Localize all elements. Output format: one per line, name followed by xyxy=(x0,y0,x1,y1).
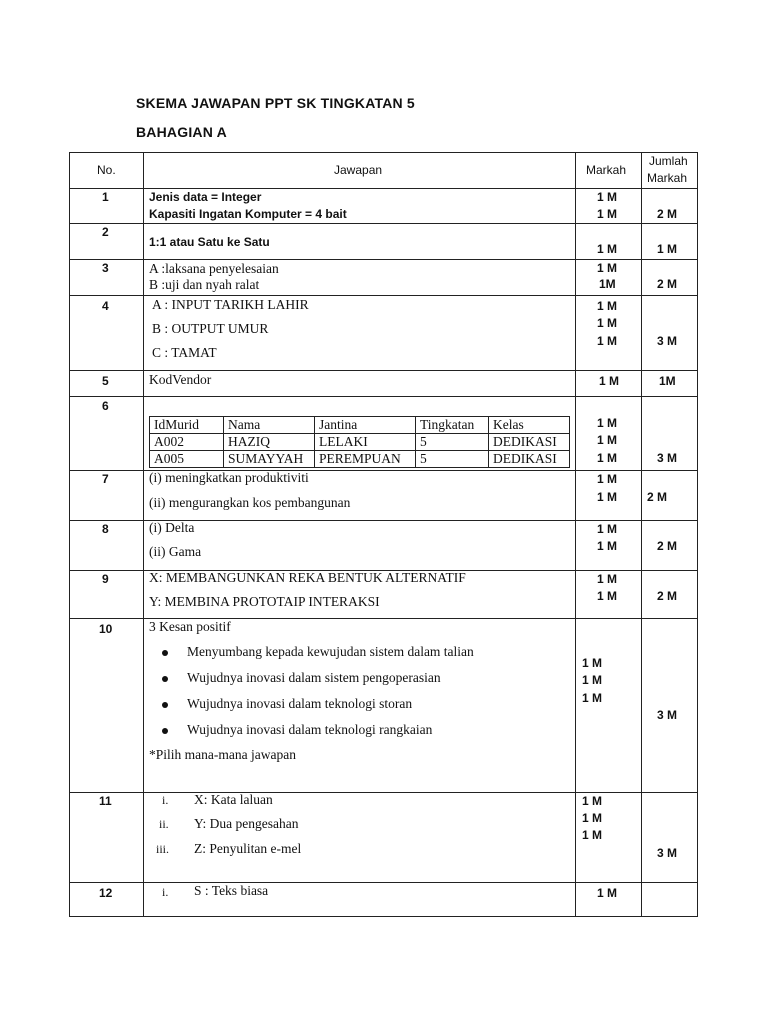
row-divider xyxy=(69,370,698,371)
table-border-bottom xyxy=(69,916,698,917)
bullet-icon xyxy=(162,728,168,734)
mark-value: 1 M xyxy=(597,433,618,447)
answer-scheme-table xyxy=(69,152,698,916)
mark-value: 1 M xyxy=(582,691,603,705)
column-divider-answer xyxy=(575,152,576,916)
mark-value: 1 M xyxy=(597,316,618,330)
header-total-line1: Jumlah xyxy=(649,154,688,168)
roman-numeral: i. xyxy=(162,793,169,807)
answer-text: B :uji dan nyah ralat xyxy=(149,277,260,292)
row-number: 11 xyxy=(99,794,112,808)
roman-numeral: iii. xyxy=(156,842,170,856)
row-divider xyxy=(69,259,698,260)
mark-value: 1 M xyxy=(597,490,618,504)
answer-text: Jenis data = Integer xyxy=(149,190,262,204)
mark-value: 1 M xyxy=(597,334,618,348)
inner-cell: 5 xyxy=(416,451,489,468)
mark-value: 1 M xyxy=(582,794,603,808)
total-mark: 1M xyxy=(659,374,676,388)
answer-text: (i) meningkatkan produktiviti xyxy=(149,470,309,485)
mark-value: 1 M xyxy=(597,451,618,465)
mark-value: 1 M xyxy=(582,811,603,825)
total-mark: 3 M xyxy=(657,846,678,860)
inner-cell: Jantina xyxy=(315,417,416,434)
bullet-icon xyxy=(162,650,168,656)
answer-text: X: MEMBANGUNKAN REKA BENTUK ALTERNATIF xyxy=(149,570,466,585)
table-border-right xyxy=(697,152,698,916)
mark-value: 1 M xyxy=(597,242,618,256)
total-mark: 2 M xyxy=(647,490,668,504)
mark-value: 1 M xyxy=(597,261,618,275)
inner-cell: LELAKI xyxy=(315,434,416,451)
row-number: 12 xyxy=(99,886,113,900)
row-divider xyxy=(69,295,698,296)
answer-text: S : Teks biasa xyxy=(194,883,269,898)
total-mark: 2 M xyxy=(657,589,678,603)
row-divider xyxy=(69,882,698,883)
column-divider-mark xyxy=(641,152,642,916)
inner-cell: DEDIKASI xyxy=(489,451,570,468)
header-mark: Markah xyxy=(586,163,627,177)
row-number: 4 xyxy=(102,299,109,313)
document-title: SKEMA JAWAPAN PPT SK TINGKATAN 5 xyxy=(136,95,415,111)
answer-text: A :laksana penyelesaian xyxy=(149,261,279,276)
inner-cell: Tingkatan xyxy=(416,417,489,434)
inner-cell: Nama xyxy=(224,417,315,434)
mark-value: 1 M xyxy=(582,673,603,687)
answer-intro: 3 Kesan positif xyxy=(149,619,231,634)
answer-text: C : TAMAT xyxy=(152,345,217,360)
total-mark: 3 M xyxy=(657,708,678,722)
mark-value: 1 M xyxy=(599,374,620,388)
student-record-table xyxy=(149,416,570,468)
total-mark: 2 M xyxy=(657,207,678,221)
header-total-line2: Markah xyxy=(647,171,688,185)
row-divider xyxy=(69,188,698,189)
inner-table-row xyxy=(150,451,570,468)
row-number: 1 xyxy=(102,190,109,204)
total-mark: 1 M xyxy=(657,242,678,256)
inner-cell: PEREMPUAN xyxy=(315,451,416,468)
answer-text: 1:1 atau Satu ke Satu xyxy=(149,235,270,249)
mark-value: 1 M xyxy=(597,472,618,486)
section-title: BAHAGIAN A xyxy=(136,124,227,140)
row-number: 9 xyxy=(102,572,109,586)
answer-text: Z: Penyulitan e-mel xyxy=(194,841,302,856)
inner-table-row xyxy=(150,434,570,451)
header-no: No. xyxy=(97,163,116,177)
answer-text: A : INPUT TARIKH LAHIR xyxy=(152,297,309,312)
inner-cell: HAZIQ xyxy=(224,434,315,451)
inner-cell: SUMAYYAH xyxy=(224,451,315,468)
mark-value: 1 M xyxy=(597,572,618,586)
roman-numeral: ii. xyxy=(159,817,169,831)
inner-cell: DEDIKASI xyxy=(489,434,570,451)
mark-value: 1 M xyxy=(597,886,618,900)
row-divider xyxy=(69,396,698,397)
inner-cell: A005 xyxy=(150,451,224,468)
total-mark: 3 M xyxy=(657,451,678,465)
answer-bullet: Wujudnya inovasi dalam teknologi rangkaian xyxy=(187,722,433,737)
row-number: 2 xyxy=(102,225,109,239)
answer-text: Y: MEMBINA PROTOTAIP INTERAKSI xyxy=(149,594,380,609)
answer-text: KodVendor xyxy=(149,372,212,387)
table-border-top xyxy=(69,152,698,153)
column-divider-no xyxy=(143,152,144,916)
answer-text: B : OUTPUT UMUR xyxy=(152,321,269,336)
answer-text: (ii) Gama xyxy=(149,544,202,559)
row-number: 3 xyxy=(102,261,109,275)
mark-value: 1 M xyxy=(597,190,618,204)
total-mark: 2 M xyxy=(657,277,678,291)
mark-value: 1 M xyxy=(582,656,603,670)
mark-value: 1 M xyxy=(597,416,618,430)
answer-text: X: Kata laluan xyxy=(194,792,273,807)
row-number: 6 xyxy=(102,399,109,413)
answer-note: *Pilih mana-mana jawapan xyxy=(149,747,296,762)
header-answer: Jawapan xyxy=(334,163,383,177)
inner-cell: IdMurid xyxy=(150,417,224,434)
row-divider xyxy=(69,223,698,224)
row-number: 8 xyxy=(102,522,109,536)
answer-bullet: Menyumbang kepada kewujudan sistem dalam talian xyxy=(187,644,474,659)
bullet-icon xyxy=(162,676,168,682)
answer-text: (i) Delta xyxy=(149,520,195,535)
answer-bullet: Wujudnya inovasi dalam teknologi storan xyxy=(187,696,413,711)
inner-cell: A002 xyxy=(150,434,224,451)
total-mark: 3 M xyxy=(657,334,678,348)
total-mark: 2 M xyxy=(657,539,678,553)
inner-cell: 5 xyxy=(416,434,489,451)
mark-value: 1 M xyxy=(597,522,618,536)
answer-text: Kapasiti Ingatan Komputer = 4 bait xyxy=(149,207,347,221)
answer-text: Y: Dua pengesahan xyxy=(194,816,299,831)
mark-value: 1 M xyxy=(597,539,618,553)
roman-numeral: i. xyxy=(162,885,169,899)
answer-bullet: Wujudnya inovasi dalam sistem pengoperasian xyxy=(187,670,441,685)
answer-text: (ii) mengurangkan kos pembangunan xyxy=(149,495,351,510)
mark-value: 1 M xyxy=(582,828,603,842)
row-number: 7 xyxy=(102,472,109,486)
bullet-icon xyxy=(162,702,168,708)
inner-cell: Kelas xyxy=(489,417,570,434)
table-border-left xyxy=(69,152,70,916)
row-number: 5 xyxy=(102,374,109,388)
mark-value: 1 M xyxy=(597,589,618,603)
mark-value: 1M xyxy=(599,277,616,291)
mark-value: 1 M xyxy=(597,207,618,221)
mark-value: 1 M xyxy=(597,299,618,313)
row-number: 10 xyxy=(99,622,113,636)
inner-table-header-row xyxy=(150,417,570,434)
